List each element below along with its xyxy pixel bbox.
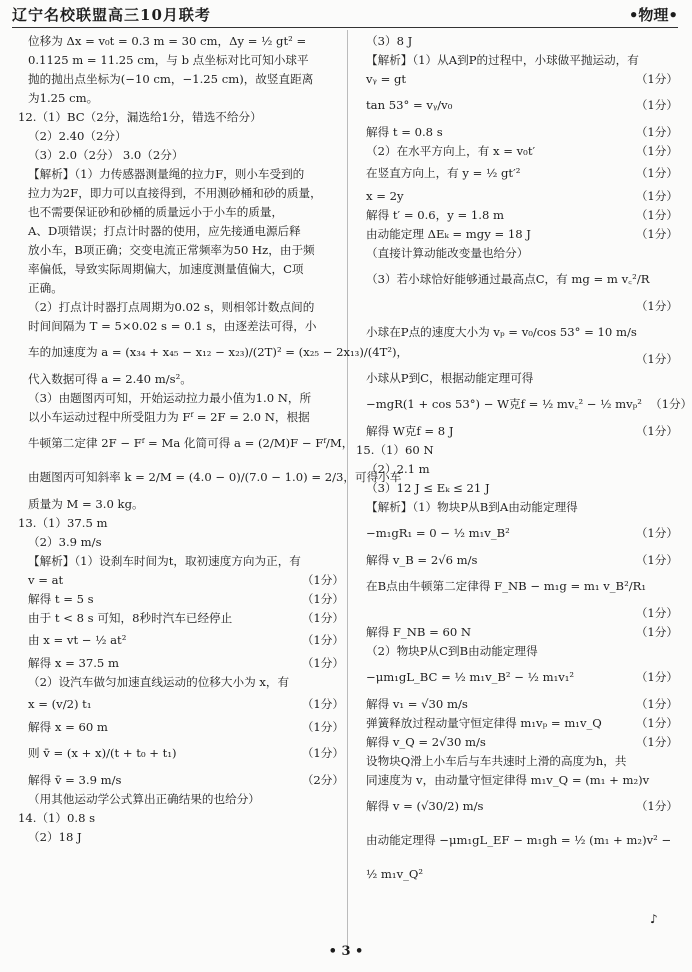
answer-line bbox=[356, 623, 678, 642]
line-text: （3）2.0（2分） 3.0（2分） bbox=[28, 147, 184, 162]
line-text: 解得 v₁ = √30 m/s bbox=[366, 696, 468, 711]
answer-line bbox=[18, 790, 344, 809]
line-text: 以小车运动过程中所受阻力为 Fᶠ = 2F = 2.0 N，根据 bbox=[28, 409, 310, 424]
answer-line bbox=[356, 369, 678, 388]
line-text: 解得 t = 0.8 s bbox=[366, 124, 443, 139]
answer-line bbox=[18, 533, 344, 552]
line-text: vᵧ = gt bbox=[366, 71, 407, 86]
line-text: 抛的抛出点坐标为(−10 cm，−1.25 cm)，故竖直距离 bbox=[28, 71, 314, 86]
line-text: （直接计算动能改变量也给分） bbox=[366, 245, 529, 260]
answer-line bbox=[356, 225, 678, 244]
answer-line bbox=[356, 858, 678, 892]
answer-line bbox=[18, 241, 344, 260]
score-mark: （1分） bbox=[635, 298, 678, 313]
line-text: 由动能定理 ΔEₖ = mgy = 18 J bbox=[366, 226, 531, 241]
line-text: 位移为 Δx = v₀t = 0.3 m = 30 cm，Δy = ½ gt² = bbox=[28, 33, 307, 48]
answer-line bbox=[356, 161, 678, 187]
answer-line bbox=[356, 661, 678, 695]
line-text: （2）2.40（2分） bbox=[28, 128, 127, 143]
score-mark: （1分） bbox=[635, 552, 678, 567]
answer-line bbox=[18, 737, 344, 771]
answer-line bbox=[356, 187, 678, 206]
line-text: 【解析】（1）从A到P的过程中，小球做平抛运动，有 bbox=[366, 52, 639, 67]
score-mark: （1分） bbox=[635, 188, 678, 203]
answer-line bbox=[356, 790, 678, 824]
line-text: （2）物块P从C到B由动能定理得 bbox=[366, 643, 538, 658]
answer-line bbox=[18, 203, 344, 222]
line-text: 牛顿第二定律 2F − Fᶠ = Ma 化简可得 a = (2/M)F − Fᶠ/M， bbox=[28, 436, 354, 451]
answer-line bbox=[356, 123, 678, 142]
answer-line bbox=[18, 51, 344, 70]
line-text: 车的加速度为 a = (x₃₄ + x₄₅ − x₁₂ − x₂₃)/(2T)² = (x₂₅ − 2x₁₃)/(4T²)， bbox=[28, 345, 409, 360]
answer-line bbox=[356, 460, 678, 479]
line-text: 由于 t < 8 s 可知，8秒时汽车已经停止 bbox=[28, 610, 233, 625]
answer-line bbox=[356, 142, 678, 161]
answer-line bbox=[356, 771, 678, 790]
answer-line bbox=[18, 222, 344, 241]
answer-line bbox=[18, 427, 354, 461]
line-text: 同速度为 v，由动量守恒定律得 m₁v_Q = (m₁ + m₂)v bbox=[366, 772, 650, 787]
line-text: 代入数据可得 a = 2.40 m/s²。 bbox=[28, 371, 192, 386]
score-mark: （1分） bbox=[635, 98, 678, 113]
line-text: 放小车，B项正确；交变电流正常频率为50 Hz，由于频 bbox=[28, 242, 315, 257]
answer-line bbox=[18, 165, 344, 184]
line-text: −μm₁gL_BC = ½ m₁v_B² − ½ m₁v₁² bbox=[366, 670, 575, 685]
line-text: ½ m₁v_Q² bbox=[366, 867, 424, 882]
line-text: （3）8 J bbox=[366, 33, 413, 48]
line-text: 率偏低，导致实际周期偏大，加速度测量值偏大，C项 bbox=[28, 261, 304, 276]
answer-line bbox=[18, 673, 344, 692]
page-number: • 3 • bbox=[328, 944, 364, 959]
answer-line bbox=[18, 718, 344, 737]
answer-line bbox=[356, 570, 678, 604]
line-text: x = (v/2) t₁ bbox=[28, 697, 92, 712]
line-text: 由动能定理得 −μm₁gL_EF − m₁gh = ½ (m₁ + m₂)v² − bbox=[366, 833, 672, 848]
line-text: 解得 v_B = 2√6 m/s bbox=[366, 552, 478, 567]
line-text: 由 x = vt − ½ at² bbox=[28, 633, 127, 648]
answer-line bbox=[356, 32, 678, 51]
line-text: 14.（1）0.8 s bbox=[18, 810, 96, 825]
line-text: −mgR(1 + cos 53°) − W克f = ½ mv꜀² − ½ mvₚ² bbox=[366, 397, 642, 412]
score-mark: （1分） bbox=[635, 526, 678, 541]
answer-line bbox=[356, 517, 678, 551]
answer-line bbox=[356, 388, 692, 422]
line-text: （2）2.1 m bbox=[366, 461, 430, 476]
score-mark: （1分） bbox=[649, 397, 692, 412]
score-mark: （1分） bbox=[301, 697, 344, 712]
answer-line bbox=[356, 752, 678, 771]
line-text: tan 53° = vᵧ/v₀ bbox=[366, 98, 453, 113]
score-mark: （1分） bbox=[635, 734, 678, 749]
score-mark: （1分） bbox=[635, 605, 678, 620]
line-text: 在竖直方向上，有 y = ½ gt′² bbox=[366, 166, 521, 181]
answer-line bbox=[356, 316, 678, 350]
answer-line bbox=[18, 336, 409, 370]
handwritten-mark: ♪ bbox=[650, 912, 658, 926]
answer-line bbox=[18, 609, 344, 628]
answer-line bbox=[356, 206, 678, 225]
answer-line bbox=[18, 389, 344, 408]
score-mark: （1分） bbox=[301, 591, 344, 606]
line-text: （3）由题图丙可知，开始运动拉力最小值为1.0 N，所 bbox=[28, 390, 312, 405]
answer-line bbox=[18, 32, 344, 51]
score-mark: （1分） bbox=[301, 610, 344, 625]
line-text: 13.（1）37.5 m bbox=[18, 515, 108, 530]
line-text: 解得 v_Q = 2√30 m/s bbox=[366, 734, 486, 749]
line-text: −m₁gR₁ = 0 − ½ m₁v_B² bbox=[366, 526, 510, 541]
score-mark: （1分） bbox=[635, 207, 678, 222]
line-text: （2）3.9 m/s bbox=[28, 534, 102, 549]
answer-line bbox=[18, 809, 344, 828]
score-mark: （1分） bbox=[635, 670, 678, 685]
answer-line bbox=[18, 590, 344, 609]
answer-line bbox=[356, 498, 678, 517]
answer-line bbox=[356, 479, 678, 498]
line-text: 质量为 M = 3.0 kg。 bbox=[28, 496, 144, 511]
line-text: 解得 x = 37.5 m bbox=[28, 655, 119, 670]
answer-line bbox=[18, 552, 344, 571]
line-text: 0.1125 m = 11.25 cm，与 b 点坐标对比可知小球平 bbox=[28, 52, 309, 67]
line-text: v = at bbox=[28, 572, 64, 587]
line-text: 为1.25 cm。 bbox=[28, 90, 99, 105]
right-column bbox=[356, 32, 692, 892]
score-mark: （1分） bbox=[635, 715, 678, 730]
line-text: 解得 F_NB = 60 N bbox=[366, 624, 472, 639]
answer-line bbox=[356, 244, 678, 263]
line-text: A、D项错误；打点计时器的使用，应先接通电源后释 bbox=[28, 223, 301, 238]
answer-line bbox=[18, 408, 344, 427]
line-text: 【解析】（1）力传感器测量绳的拉力F，则小车受到的 bbox=[28, 166, 305, 181]
answer-line bbox=[356, 89, 678, 123]
line-text: 12.（1）BC（2分，漏选给1分，错选不给分） bbox=[18, 109, 262, 124]
answer-line bbox=[18, 317, 344, 336]
answer-line bbox=[18, 279, 344, 298]
answer-line bbox=[18, 370, 344, 389]
line-text: （2）打点计时器打点周期为0.02 s，则相邻计数点间的 bbox=[28, 299, 315, 314]
answer-line bbox=[18, 260, 344, 279]
score-mark: （1分） bbox=[635, 351, 678, 366]
score-mark: （1分） bbox=[635, 799, 678, 814]
line-text: 小球在P点的速度大小为 vₚ = v₀/cos 53° = 10 m/s bbox=[366, 325, 637, 340]
answer-line bbox=[356, 642, 678, 661]
line-text: 拉力为2F，即力可以直接得到，不用测砂桶和砂的质量， bbox=[28, 185, 322, 200]
score-mark: （1分） bbox=[635, 124, 678, 139]
line-text: （用其他运动学公式算出正确结果的也给分） bbox=[28, 791, 260, 806]
answer-line bbox=[356, 714, 678, 733]
answer-line bbox=[356, 604, 678, 623]
answer-line bbox=[356, 551, 678, 570]
line-text: 设物块Q滑上小车后与车共速时上滑的高度为h，共 bbox=[366, 753, 627, 768]
line-text: 小球从P到C，根据动能定理可得 bbox=[366, 370, 534, 385]
answer-line bbox=[18, 184, 344, 203]
column-divider bbox=[347, 30, 348, 950]
line-text: 解得 v = (√30/2) m/s bbox=[366, 799, 484, 814]
line-text: 也不需要保证砂和砂桶的质量远小于小车的质量， bbox=[28, 204, 284, 219]
answer-line bbox=[18, 828, 344, 847]
score-mark: （1分） bbox=[635, 143, 678, 158]
subject-label: •物理• bbox=[628, 6, 678, 24]
answer-line bbox=[356, 297, 678, 316]
exam-title: 辽宁名校联盟高三10月联考 bbox=[12, 6, 211, 24]
answer-line bbox=[356, 733, 678, 752]
line-text: （2）18 J bbox=[28, 829, 82, 844]
answer-line bbox=[356, 824, 678, 858]
line-text: （3）若小球恰好能够通过最高点C，有 mg = m v꜀²/R bbox=[366, 272, 650, 287]
answer-line bbox=[18, 571, 344, 590]
score-mark: （1分） bbox=[301, 633, 344, 648]
answer-line bbox=[18, 654, 344, 673]
answer-line bbox=[356, 70, 678, 89]
score-mark: （1分） bbox=[635, 226, 678, 241]
line-text: 在B点由牛顿第二定律得 F_NB − m₁g = m₁ v_B²/R₁ bbox=[366, 579, 647, 594]
answer-line bbox=[18, 70, 344, 89]
score-mark: （1分） bbox=[301, 746, 344, 761]
line-text: 正确。 bbox=[28, 280, 63, 295]
answer-line bbox=[18, 628, 344, 654]
line-text: 由题图丙可知斜率 k = 2/M = (4.0 − 0)/(7.0 − 1.0) = 2/3，可得小车 bbox=[28, 470, 402, 485]
answer-line bbox=[356, 350, 678, 369]
answer-line bbox=[18, 514, 344, 533]
line-text: 时间间隔为 T = 5×0.02 s = 0.1 s，由逐差法可得，小 bbox=[28, 318, 317, 333]
line-text: 【解析】（1）设刹车时间为t，取初速度方向为正，有 bbox=[28, 553, 301, 568]
score-mark: （1分） bbox=[635, 423, 678, 438]
answer-line bbox=[356, 263, 678, 297]
page-header bbox=[12, 6, 678, 28]
answer-line bbox=[18, 89, 344, 108]
line-text: （2）设汽车做匀加速直线运动的位移大小为 x，有 bbox=[28, 674, 290, 689]
answer-line bbox=[356, 51, 678, 70]
score-mark: （1分） bbox=[635, 71, 678, 86]
score-mark: （1分） bbox=[635, 624, 678, 639]
score-mark: （1分） bbox=[301, 719, 344, 734]
line-text: 【解析】（1）物块P从B到A由动能定理得 bbox=[366, 499, 578, 514]
score-mark: （1分） bbox=[301, 572, 344, 587]
line-text: 解得 W克f = 8 J bbox=[366, 423, 454, 438]
line-text: 解得 x = 60 m bbox=[28, 719, 108, 734]
line-text: （2）在水平方向上，有 x = v₀t′ bbox=[366, 143, 536, 158]
score-mark: （1分） bbox=[301, 655, 344, 670]
answer-line bbox=[18, 298, 344, 317]
line-text: 弹簧释放过程动量守恒定律得 m₁vₚ = m₁v_Q bbox=[366, 715, 602, 730]
answer-line bbox=[18, 127, 344, 146]
answer-line bbox=[18, 495, 344, 514]
line-text: 解得 t = 5 s bbox=[28, 591, 94, 606]
answer-line bbox=[356, 441, 678, 460]
answer-line bbox=[18, 146, 344, 165]
line-text: 解得 t′ = 0.6，y = 1.8 m bbox=[366, 207, 505, 222]
line-text: 解得 v̄ = 3.9 m/s bbox=[28, 772, 122, 787]
answer-line bbox=[18, 692, 344, 718]
answer-line bbox=[356, 695, 678, 714]
answer-line bbox=[18, 771, 344, 790]
line-text: （3）12 J ≤ Eₖ ≤ 21 J bbox=[366, 480, 490, 495]
score-mark: （2分） bbox=[301, 772, 344, 787]
answer-line bbox=[18, 108, 344, 127]
score-mark: （1分） bbox=[635, 696, 678, 711]
line-text: x = 2y bbox=[366, 188, 404, 203]
line-text: 则 v̄ = (x + x)/(t + t₀ + t₁) bbox=[28, 746, 177, 761]
answer-line bbox=[356, 422, 678, 441]
score-mark: （1分） bbox=[635, 166, 678, 181]
line-text: 15.（1）60 N bbox=[356, 442, 434, 457]
